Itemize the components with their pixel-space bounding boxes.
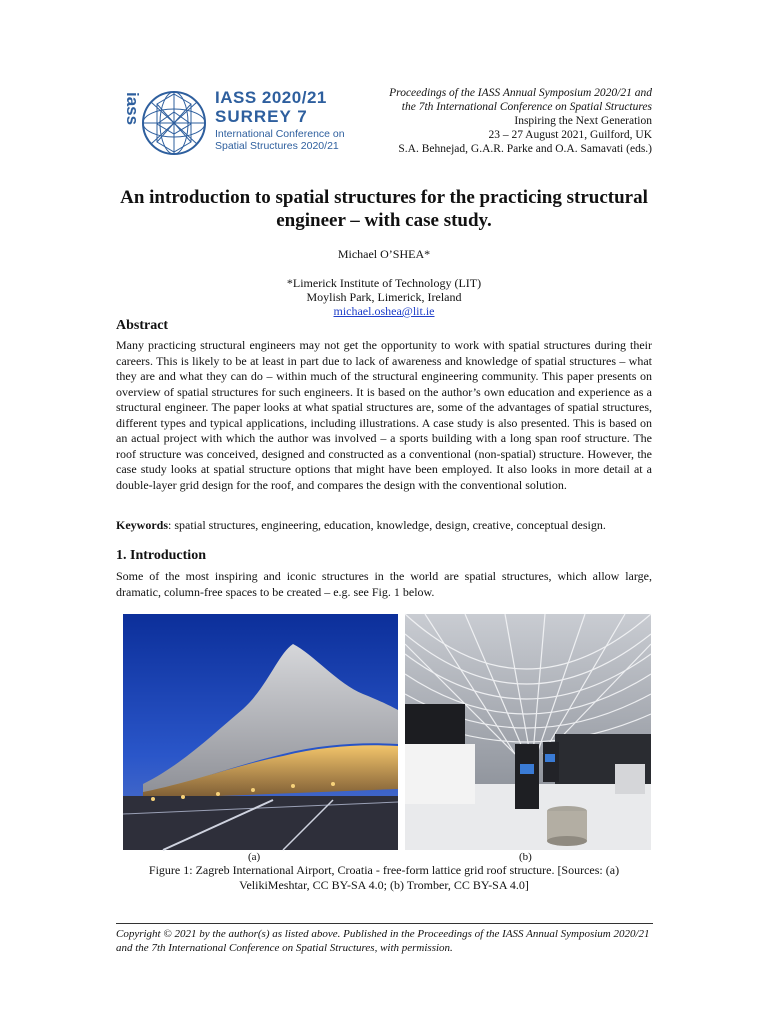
iass-vertical-logo-icon xyxy=(113,90,142,156)
affiliation-line-1: *Limerick Institute of Technology (LIT) xyxy=(286,276,482,290)
abstract-heading: Abstract xyxy=(116,318,169,333)
figure-1a-airport-exterior xyxy=(123,614,398,850)
header-line-3: Inspiring the Next Generation xyxy=(514,115,652,127)
logo-title: IASS 2020/21 xyxy=(215,88,327,107)
author-name: Michael O’SHEA* xyxy=(337,247,431,261)
figure-1b-airport-interior xyxy=(405,614,651,850)
logo-conference-name xyxy=(215,128,345,152)
airport-interior-photo xyxy=(405,614,651,850)
header-line-5: S.A. Behnejad, G.A.R. Parke and O.A. Samavati (eds.) xyxy=(398,143,652,155)
figure-caption xyxy=(116,863,652,892)
conference-logo xyxy=(113,88,353,158)
keywords-text: : spatial structures, engineering, education, knowledge, design, creative, conceptual design. xyxy=(168,518,606,532)
header-line-1: Proceedings of the IASS Annual Symposium 2020/21 and xyxy=(389,87,652,99)
affiliation-line-2: Moylish Park, Limerick, Ireland xyxy=(306,290,462,304)
figure-label-b: (b) xyxy=(519,851,532,863)
introduction-heading: 1. Introduction xyxy=(116,548,206,563)
header-line-2: the 7th International Conference on Spatial Structures xyxy=(401,101,652,113)
caption-line-2: VelikiMeshtar, CC BY-SA 4.0; (b) Tromber, CC BY-SA 4.0] xyxy=(239,877,529,892)
introduction-text: Some of the most inspiring and iconic structures in the world are spatial structures, which allow large, dramatic, column-free spaces to be created – e.g. see Fig. 1 below. xyxy=(116,569,652,599)
airport-exterior-photo xyxy=(123,614,398,850)
logo-line-4: Spatial Structures 2020/21 xyxy=(215,140,339,152)
author-email-link[interactable]: michael.oshea@lit.ie xyxy=(333,304,435,318)
abstract-text: Many practicing structural engineers may not get the opportunity to work with spatial structures during their careers. This is likely to be at least in part due to lack of awareness and knowledge of spatial structures – what they are and what they can do – within much of the structural engineering community. This paper presents on overview of spatial structures for such engineers. It is based on the author’s own education and experience as a structural engineer. The paper looks at what spatial structures are, some of the advantages of spatial structures, different types and typical applications, including illustrations. A case study is also presented. This is based on an actual project with which the author was involved – a sports building with a long span roof structure. The roof structure was conceived, designed and constructed as a conventional (non-spatial) structure. However, the case study looks at spatial structure options that might have been employed. It also looks in more detail at a double-layer grid design for the roof, and compares the design with the conventional solution. xyxy=(116,338,652,492)
copyright-footer: Copyright © 2021 by the author(s) as listed above. Published in the Proceedings of the IASS Annual Symposium 2020/21 and the 7th International Conference on Spatial Structures, with permission. xyxy=(116,928,650,954)
keywords xyxy=(116,518,652,533)
proceedings-header xyxy=(389,86,652,156)
title-line-2: engineer – with case study. xyxy=(276,210,492,231)
svg-text:iass: iass xyxy=(123,92,142,126)
author-affiliation xyxy=(100,276,668,318)
geodesic-globe-icon xyxy=(141,90,207,156)
logo-line-3: International Conference on xyxy=(215,128,345,140)
header-line-4: 23 – 27 August 2021, Guilford, UK xyxy=(488,129,652,141)
paper-title xyxy=(100,186,668,232)
caption-line-1: Figure 1: Zagreb International Airport, Croatia - free-form lattice grid roof structure. [Sources: (a) xyxy=(148,863,620,877)
footer-divider xyxy=(116,923,653,924)
logo-subtitle: SURREY 7 xyxy=(215,107,308,126)
title-line-1: An introduction to spatial structures for the practicing structural xyxy=(120,187,648,208)
figure-label-a: (a) xyxy=(248,851,261,863)
keywords-label: Keywords xyxy=(116,518,168,532)
